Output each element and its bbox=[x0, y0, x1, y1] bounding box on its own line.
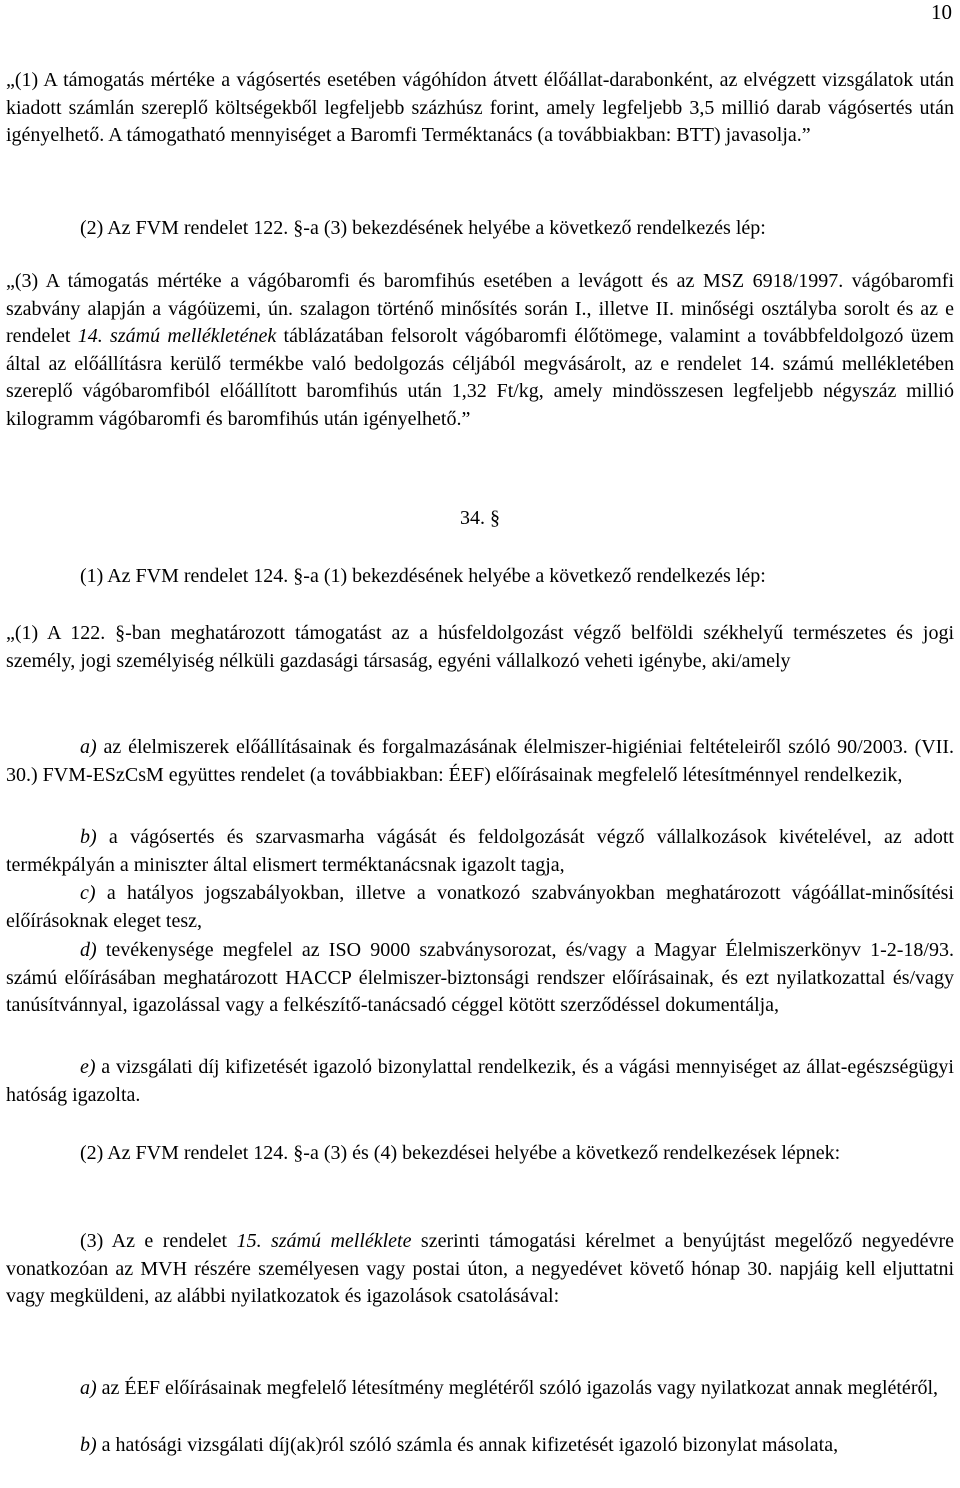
item-a bbox=[6, 734, 954, 789]
paragraph-4: (1) Az FVM rendelet 124. §-a (1) bekezdésének helyébe a következő rendelkezés lép: bbox=[80, 565, 766, 587]
paragraph-5: „(1) A 122. §-ban meghatározott támogatást az a húsfeldolgozást végző belföldi székhelyű természetes és jogi személy, jogi személyiség nélküli gazdasági társaság, egyéni vállalkozó veheti igénybe, aki/amely bbox=[6, 622, 954, 672]
item-d-label: d) bbox=[80, 939, 97, 961]
attachment-a bbox=[6, 1375, 954, 1403]
paragraph-1: „(1) A támogatás mértéke a vágósertés esetében vágóhídon átvett élőállat-darabonként, az elvégzett vizsgálatok után kiadott számlán szereplő költségekből legfeljebb százhúsz forint, amely legfeljebb 3,5 millió darab vágósertés után igényelhető. A támogatható mennyiséget a Baromfi Terméktanács (a továbbiakban: BTT) javasolja.” bbox=[6, 69, 954, 147]
item-b-label: b) bbox=[80, 826, 97, 848]
paragraph-3-text-a: „(3) A támogatás mértéke a vágóbaromfi és baromfihús esetében a levágott és az MSZ 6918/1997. vágóbaromfi szabvány alapján a vágóüzemi, ún. szalagon történő minősítés során I., illetve II. minőségi osztályba sorolt és az e rendelet bbox=[6, 270, 954, 348]
item-c-text: a hatályos jogszabályokban, illetve a vonatkozó szabványokban meghatározott vágóállat-minősítési előírásoknak eleget tesz, bbox=[6, 882, 954, 932]
section-heading: 34. § bbox=[460, 507, 500, 529]
attachment-b-text: a hatósági vizsgálati díj(ak)ról szóló számla és annak kifizetését igazoló bizonylat másolata, bbox=[96, 1434, 839, 1456]
paragraph-3 bbox=[6, 268, 954, 434]
paragraph-7-text-a: (3) Az e rendelet bbox=[80, 1230, 237, 1252]
paragraph-7-annex-ref: 15. számú melléklete bbox=[236, 1230, 412, 1252]
paragraph-7-text-b: szerinti támogatási kérelmet a benyújtást megelőző negyedévre vonatkozóan az MVH részére személyesen vagy postai úton, a negyedévet követő hónap 30. napjáig kell eljuttatni vagy megküldeni, az alábbi nyilatkozatok és igazolások csatolásával: bbox=[6, 1230, 954, 1308]
item-e-text: a vizsgálati díj kifizetését igazoló bizonylattal rendelkezik, és a vágási mennyiséget az állat-egészségügyi hatóság igazolta. bbox=[6, 1056, 954, 1106]
paragraph-6: (2) Az FVM rendelet 124. §-a (3) és (4) bekezdései helyébe a következő rendelkezések lépnek: bbox=[80, 1142, 841, 1164]
item-a-text: az élelmiszerek előállításainak és forgalmazásának élelmiszer-higiéniai feltételeiről szóló 90/2003. (VII. 30.) FVM-ESzCsM együttes rendelet (a továbbiakban: ÉEF) előírásainak megfelelő létesítménnyel rendelkezik, bbox=[6, 736, 954, 786]
item-d-text: tevékenysége megfelel az ISO 9000 szabványsorozat, és/vagy a Magyar Élelmiszerkönyv 1-2-18/93. számú előírásában meghatározott HACCP élelmiszer-biztonsági rendszer előírásainak, és ezt nyilatkozattal és/vagy tanúsítvánnyal, igazolással vagy a felkészítő-tanácsadó céggel kötött szerződéssel dokumentálja, bbox=[6, 939, 954, 1017]
item-c bbox=[6, 880, 954, 935]
page-number: 10 bbox=[931, 0, 952, 24]
item-b bbox=[6, 824, 954, 879]
item-c-label: c) bbox=[80, 882, 96, 904]
item-d bbox=[6, 937, 954, 1020]
paragraph-7 bbox=[6, 1228, 954, 1311]
paragraph-3-text-b: táblázatában felsorolt vágóbaromfi élőtömege, valamint a továbbfeldolgozó üzem által az előállításra kerülő termékbe való bedolgozás céljából megvásárolt, az e rendelet 14. számú mellékletében szereplő vágóbaromfiból előállított baromfihús után 1,32 Ft/kg, amely mindösszesen legfeljebb négyszáz millió kilogramm vágóbaromfi és baromfihús után igényelhető.” bbox=[6, 325, 954, 430]
paragraph-2: (2) Az FVM rendelet 122. §-a (3) bekezdésének helyébe a következő rendelkezés lép: bbox=[80, 217, 766, 239]
item-b-text: a vágósertés és szarvasmarha vágását és feldolgozását végző vállalkozások kivételével, az adott termékpályán a miniszter által elismert terméktanácsnak igazolt tagja, bbox=[6, 826, 954, 876]
attachment-a-text: az ÉEF előírásainak megfelelő létesítmény meglétéről szóló igazolás vagy nyilatkozat annak meglétéről, bbox=[96, 1377, 939, 1399]
item-e-label: e) bbox=[80, 1056, 96, 1078]
item-a-label: a) bbox=[80, 736, 97, 758]
item-e bbox=[6, 1054, 954, 1109]
paragraph-3-annex-ref: 14. számú mellékletének bbox=[77, 325, 277, 348]
attachment-a-label: a) bbox=[80, 1377, 97, 1399]
attachment-b bbox=[6, 1432, 954, 1460]
attachment-b-label: b) bbox=[80, 1434, 97, 1456]
